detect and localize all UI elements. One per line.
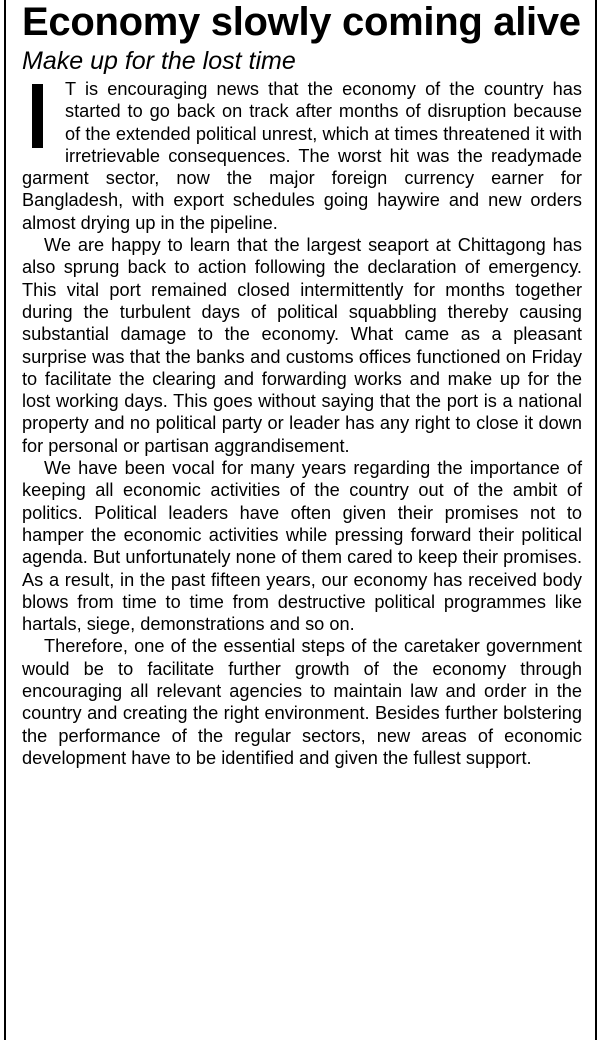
- headline: Economy slowly coming alive: [22, 0, 581, 44]
- paragraph-1: [22, 78, 582, 234]
- paragraph-4: Therefore, one of the essential steps of the caretaker government would be to facilitate further growth of the economy through encouraging all relevant agencies to maintain law and order in the country and creating the right environment. Besides further bolstering the performance of the regular sectors, new areas of economic development have to be identified and given the fullest support.: [22, 636, 582, 768]
- paragraph-3: We have been vocal for many years regarding the importance of keeping all economic activities of the country out of the ambit of politics. Political leaders have often given their promises not to hamper the economic activities while pressing forward their political agenda. But unfortunately none of them cared to keep their promises. As a result, in the past fifteen years, our economy has received body blows from time to time from destructive political programmes like hartals, siege, demonstrations and so on.: [22, 458, 582, 635]
- article: [22, 2, 582, 769]
- drop-cap: [32, 84, 43, 148]
- paragraph-2: We are happy to learn that the largest seaport at Chittagong has also sprung back to action following the declaration of emergency. This vital port remained closed intermittently for months together during the turbulent days of political squabbling thereby causing substantial damage to the economy. What came as a pleasant surprise was that the banks and customs offices functioned on Friday to facilitate the clearing and forwarding works and make up for the lost working days. This goes without saying that the port is a national property and no political party or leader has any right to close it down for personal or partisan aggrandisement.: [22, 235, 582, 456]
- subhead: Make up for the lost time: [22, 47, 296, 75]
- article-body: [22, 78, 582, 769]
- paragraph-1-text: T is encouraging news that the economy of the country has started to go back on track after months of disruption because of the extended political unrest, which at times threatened it with irretrievable consequences. The worst hit was the readymade garment sector, now the major foreign currency earner for Bangladesh, with export schedules going haywire and new orders almost drying up in the pipeline.: [22, 79, 582, 233]
